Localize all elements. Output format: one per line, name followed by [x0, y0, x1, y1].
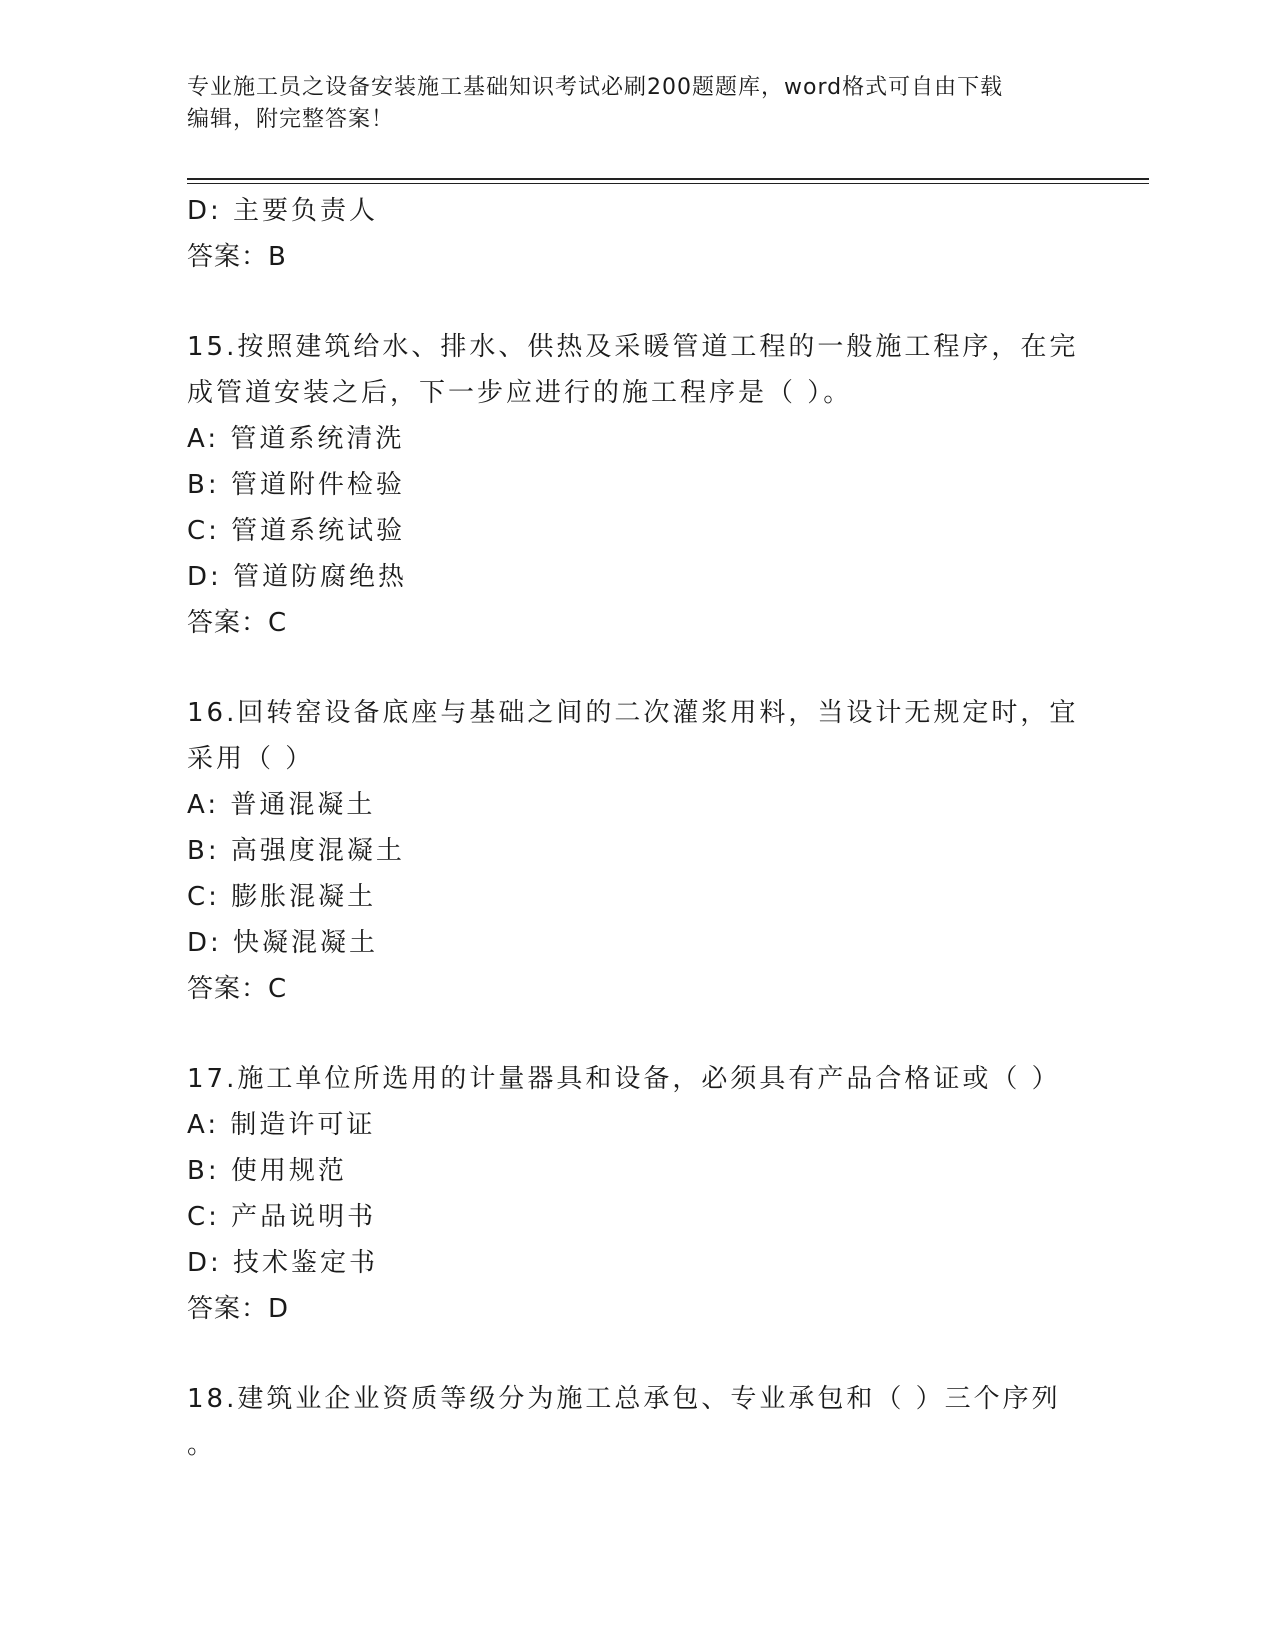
question-15 — [187, 324, 1079, 646]
spacer — [187, 646, 1067, 690]
spacer — [187, 1012, 1067, 1056]
answer: 答案：C — [187, 974, 288, 1004]
option-b: B: 管道附件检验 — [187, 470, 405, 500]
document-header — [187, 72, 1067, 136]
document-body — [187, 188, 1079, 1468]
option-b: B: 高强度混凝土 — [187, 836, 405, 866]
question-17 — [187, 1056, 1067, 1332]
option-d: D: 快凝混凝土 — [187, 928, 379, 958]
option-a: A: 管道系统清洗 — [187, 424, 405, 454]
header-line-2: 编辑，附完整答案！ — [187, 107, 395, 132]
header-rule-thick — [187, 178, 1149, 180]
question-16 — [187, 690, 1079, 1012]
question-stem-cont: 。 — [187, 1430, 217, 1460]
prev-answer: 答案：B — [187, 242, 287, 272]
spacer — [187, 1332, 1067, 1376]
answer: 答案：C — [187, 608, 288, 638]
question-stem-cont: 采用（ ） — [187, 744, 315, 774]
question-stem: 16.回转窑设备底座与基础之间的二次灌浆用料，当设计无规定时，宜 — [187, 698, 1079, 728]
option-c: C: 管道系统试验 — [187, 516, 406, 546]
header-rule-thin — [187, 183, 1149, 184]
question-stem-cont: 成管道安装之后，下一步应进行的施工程序是（ ）。 — [187, 378, 853, 408]
question-18 — [187, 1376, 1067, 1468]
header-line-1: 专业施工员之设备安装施工基础知识考试必刷200题题库，word格式可自由下载 — [187, 75, 1004, 100]
question-stem: 15.按照建筑给水、排水、供热及采暖管道工程的一般施工程序，在完 — [187, 332, 1079, 362]
option-d: D: 管道防腐绝热 — [187, 562, 408, 592]
option-a: A: 制造许可证 — [187, 1110, 376, 1140]
spacer — [187, 280, 1067, 324]
option-d: D: 技术鉴定书 — [187, 1248, 379, 1278]
option-b: B: 使用规范 — [187, 1156, 347, 1186]
option-c: C: 产品说明书 — [187, 1202, 377, 1232]
option-c: C: 膨胀混凝土 — [187, 882, 377, 912]
prev-option-d: D: 主要负责人 — [187, 196, 379, 226]
answer: 答案：D — [187, 1294, 290, 1324]
question-stem: 18.建筑业企业资质等级分为施工总承包、专业承包和（ ）三个序列 — [187, 1384, 1061, 1414]
question-stem: 17.施工单位所选用的计量器具和设备，必须具有产品合格证或（ ） — [187, 1064, 1061, 1094]
option-a: A: 普通混凝土 — [187, 790, 376, 820]
